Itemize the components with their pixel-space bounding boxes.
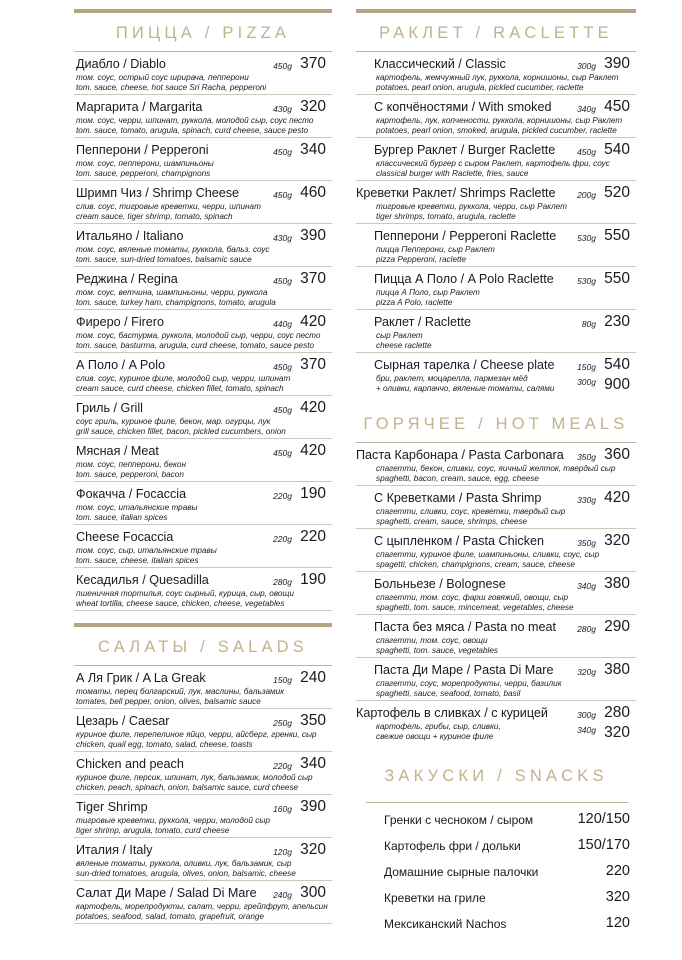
- item-description-ru: том. соус, пепперони, бекон: [76, 460, 186, 469]
- item-description-en: spagetti, chicken, champignons, cream, sauce, cheese: [376, 560, 575, 569]
- item-weight: 430g: [273, 104, 292, 114]
- item-name: Пепперони / Pepperoni: [76, 143, 209, 157]
- menu-item: [356, 224, 636, 267]
- item-description-ru: слив. соус, тигровые креветки, черри, шпинат: [76, 202, 261, 211]
- item-price: 320: [300, 98, 326, 115]
- item-price: 320: [300, 841, 326, 858]
- item-weight: 450g: [273, 147, 292, 157]
- item-price: 390: [604, 55, 630, 72]
- menu-item: [74, 52, 332, 95]
- item-name: Фиреро / Firero: [76, 315, 165, 329]
- item-weight: 280g: [577, 624, 596, 634]
- snack-item: [356, 911, 636, 937]
- item-name: Больньезе / Bolognese: [374, 577, 506, 591]
- menu-section-pizza: [74, 9, 332, 614]
- item-price: 280: [604, 704, 630, 721]
- item-description-ru: том. соус, черри, шпинат, руккола, молодой сыр, соус песто: [76, 116, 314, 125]
- item-description-ru: том. соус, ветчина, шампиньоны, черри, руккола: [76, 288, 268, 297]
- item-description-ru: классический бургер с сыром Раклет, картофель фри, соус: [376, 159, 610, 168]
- item-price: 550: [604, 227, 630, 244]
- menu-item: [356, 615, 636, 658]
- item-weight: 530g: [577, 233, 596, 243]
- snack-item: [356, 885, 636, 911]
- item-description-en: tiger shrimps, tomato, arugula, raclette: [376, 212, 516, 221]
- menu-item: [356, 701, 636, 744]
- snack-price: 320: [605, 889, 630, 905]
- item-name: Пицца А Поло / A Polo Raclette: [374, 272, 554, 286]
- item-name: С копчёностями / With smoked: [374, 100, 552, 114]
- snack-price: 120: [605, 915, 630, 931]
- item-description-ru: картофель, грибы, сыр, сливки,: [376, 722, 501, 731]
- item-weight: 220g: [273, 534, 292, 544]
- item-name: Кесадилья / Quesadilla: [76, 573, 209, 587]
- item-name: С Креветками / Pasta Shrimp: [374, 491, 542, 505]
- menu-item: [356, 658, 636, 701]
- section-title: РАКЛЕТ / RACLETTE: [379, 24, 613, 42]
- menu-item: [74, 838, 332, 881]
- item-price: 420: [300, 442, 326, 459]
- item-weight: 320g: [577, 667, 596, 677]
- item-description-en: cheese raclette: [376, 341, 432, 350]
- item-description-en: tom. sauce, cheese, hot sauce Sri Racha, pepperoni: [76, 83, 267, 92]
- snack-name: Креветки на гриле: [384, 891, 486, 905]
- item-description-ru: сыр Раклет: [376, 331, 423, 340]
- item-description-en: potatoes, pearl onion, smoked, arugula, pickled cucumber, raclette: [376, 126, 617, 135]
- menu-item: [356, 529, 636, 572]
- section-title: ГОРЯЧЕЕ / HOT MEALS: [363, 415, 629, 433]
- item-description-en: свежие овощи + куриное филе: [376, 732, 494, 741]
- item-description-en: chicken, quail egg, tomato, salad, cheese, toasts: [76, 740, 253, 749]
- item-name: Италия / Italy: [76, 843, 153, 857]
- item-name: Картофель в сливках / с курицей: [356, 706, 548, 720]
- item-description-en: cream sauce, curd cheese, chicken fillet, tomato, spinach: [76, 384, 284, 393]
- item-weight: 220g: [273, 761, 292, 771]
- item-price: 420: [300, 313, 326, 330]
- item-weight: 450g: [577, 147, 596, 157]
- item-name: Бургер Раклет / Burger Raclette: [374, 143, 556, 157]
- item-name: А Поло / A Polo: [76, 358, 166, 372]
- item-description-en: chicken, peach, spinach, onion, balsamic sauce, curd cheese: [76, 783, 299, 792]
- item-weight: 240g: [273, 890, 292, 900]
- snack-name: Гренки с чесноком / сыром: [384, 813, 534, 827]
- item-description-ru: куриное филе, персик, шпинат, лук, бальзамик, молодой сыр: [76, 773, 313, 782]
- item-description-en: tomates, bell pepper, onion, olives, balsamic sauce: [76, 697, 261, 706]
- item-name: Паста Ди Маре / Pasta Di Mare: [374, 663, 554, 677]
- item-price: 450: [604, 98, 630, 115]
- item-weight: 430g: [273, 233, 292, 243]
- item-name: Паста Карбонара / Pasta Carbonara: [356, 448, 564, 462]
- item-description-en: tom. sauce, pepperoni, champignons: [76, 169, 211, 178]
- item-name: Диабло / Diablo: [76, 57, 166, 71]
- item-description-en: tom. sauce, turkey ham, champignons, tomato, arugula: [76, 298, 276, 307]
- item-weight: 150g: [273, 675, 292, 685]
- item-description-ru: картофель, жемчужный лук, руккола, корнишоны, сыр Раклет: [376, 73, 619, 82]
- item-name: Мясная / Meat: [76, 444, 159, 458]
- item-weight: 150g: [577, 362, 596, 372]
- item-price: 460: [300, 184, 326, 201]
- item-name: Cheese Focaccia: [76, 530, 174, 544]
- item-price: 220: [300, 528, 326, 545]
- menu-item: [356, 52, 636, 95]
- menu-item: [74, 353, 332, 396]
- item-name: Цезарь / Caesar: [76, 714, 170, 728]
- item-name: С цыпленком / Pasta Chicken: [374, 534, 544, 548]
- item-description-ru: спагетти, том. соус, овощи: [376, 636, 488, 645]
- menu-item: [74, 881, 332, 924]
- menu-item: [74, 396, 332, 439]
- item-description-ru: спагетти, бекон, сливки, соус, яичный желток, твердый сыр: [376, 464, 616, 473]
- menu-list: [356, 443, 636, 744]
- item-weight: 450g: [273, 405, 292, 415]
- item-price: 420: [300, 399, 326, 416]
- menu-item: [74, 752, 332, 795]
- snack-name: Мексиканский Nachos: [384, 917, 507, 931]
- menu-item: [356, 95, 636, 138]
- item-description-en: tom. sauce, pepperoni, bacon: [76, 470, 184, 479]
- item-name: Tiger Shrimp: [76, 800, 148, 814]
- item-description-en: cream sauce, tiger shrimp, tomato, spinach: [76, 212, 233, 221]
- item-weight: 350g: [577, 452, 596, 462]
- item-description-ru: пицца Пепперони, сыр Раклет: [376, 245, 495, 254]
- item-description-en: sun-dried tomatoes, arugula, olives, onion, balsamic, cheese: [76, 869, 296, 878]
- left-column: [74, 0, 332, 924]
- menu-item: [74, 181, 332, 224]
- item-price: 380: [604, 575, 630, 592]
- item-description-ru: том. соус, сыр, итальянские травы: [76, 546, 217, 555]
- menu-item: [356, 572, 636, 615]
- item-weight: 160g: [273, 804, 292, 814]
- item-description-en: classical burger with Raclette, fries, sauce: [376, 169, 529, 178]
- item-name: Маргарита / Margarita: [76, 100, 203, 114]
- item-description-ru: том. соус, вяленые томаты, руккола, бальз. соус: [76, 245, 270, 254]
- item-price: 390: [300, 227, 326, 244]
- item-description-ru: спагетти, соус, морепродукты, черри, базилик: [376, 679, 562, 688]
- item-description-en: tom. sauce, sun-dried tomatoes, balsamic sauce: [76, 255, 252, 264]
- item-weight: 450g: [273, 362, 292, 372]
- section-rule: [366, 802, 628, 803]
- item-description-ru: том. соус, острый соус шрирача, пепперони: [76, 73, 249, 82]
- item-name: А Ля Грик / A La Greak: [76, 671, 206, 685]
- menu-item: [356, 353, 636, 396]
- menu-item: [74, 482, 332, 525]
- item-price: 540: [604, 356, 630, 373]
- item-weight: 530g: [577, 276, 596, 286]
- item-description-ru: вяленые томаты, руккола, оливки, лук, бальзамик, сыр: [76, 859, 292, 868]
- item-name: Креветки Раклет/ Shrimps Raclette: [356, 186, 556, 200]
- menu-item: [356, 486, 636, 529]
- item-price-alt: 900: [604, 376, 630, 393]
- item-name: Сырная тарелка / Cheese plate: [374, 358, 555, 372]
- item-description-en: + оливки, карпаччо, вяленые томаты, салями: [376, 384, 555, 393]
- menu-item: [356, 181, 636, 224]
- item-price: 300: [300, 884, 326, 901]
- item-price: 190: [300, 485, 326, 502]
- menu-item: [356, 310, 636, 353]
- item-price: 290: [604, 618, 630, 635]
- item-name: Гриль / Grill: [76, 401, 143, 415]
- item-description-en: tom. sauce, italian spices: [76, 513, 168, 522]
- item-price: 370: [300, 55, 326, 72]
- item-price: 190: [300, 571, 326, 588]
- item-price: 520: [604, 184, 630, 201]
- item-weight: 80g: [581, 319, 596, 329]
- item-price: 340: [300, 141, 326, 158]
- item-description-ru: спагетти, том. соус, фарш говяжий, овощи, сыр: [376, 593, 569, 602]
- item-description-en: tom. sauce, basturma, arugula, curd cheese, tomato, sauce pesto: [76, 341, 315, 350]
- snack-item: [356, 833, 636, 859]
- item-description-ru: куриное филе, перепелиное яйцо, черри, айсберг, гренки, сыр: [76, 730, 317, 739]
- item-price: 370: [300, 270, 326, 287]
- item-price: 350: [300, 712, 326, 729]
- item-description-ru: том. соус, пепперони, шампиньоны: [76, 159, 214, 168]
- menu-item: [74, 95, 332, 138]
- item-name: Шримп Чиз / Shrimp Cheese: [76, 186, 240, 200]
- menu-list: [356, 52, 636, 396]
- menu-item: [74, 666, 332, 709]
- item-weight: 340g: [577, 104, 596, 114]
- item-price: 550: [604, 270, 630, 287]
- item-weight: 300g: [577, 710, 596, 720]
- item-weight: 450g: [273, 448, 292, 458]
- item-price: 240: [300, 669, 326, 686]
- item-weight: 300g: [577, 61, 596, 71]
- snack-price: 220: [605, 863, 630, 879]
- section-title: ЗАКУСКИ / SNACKS: [384, 767, 608, 785]
- item-description-en: spaghetti, tom. sauce, mincemeat, vegetables, cheese: [376, 603, 574, 612]
- item-price: 380: [604, 661, 630, 678]
- item-description-ru: том. соус, бастурма, руккола, молодой сыр, черри, соус песто: [76, 331, 321, 340]
- item-description-en: tom. sauce, tomato, arugula, spinach, curd cheese, sauce pesto: [76, 126, 309, 135]
- item-weight: 450g: [273, 190, 292, 200]
- menu-item: [74, 310, 332, 353]
- item-name: Chicken and peach: [76, 757, 184, 771]
- menu-item: [74, 568, 332, 611]
- item-weight: 280g: [273, 577, 292, 587]
- item-price: 420: [604, 489, 630, 506]
- snack-item: [356, 859, 636, 885]
- item-description-ru: спагетти, сливки, соус, креветки, твердый сыр: [376, 507, 566, 516]
- item-price: 320: [604, 532, 630, 549]
- item-price: 230: [604, 313, 630, 330]
- item-weight: 350g: [577, 538, 596, 548]
- menu-section-raclette: [356, 9, 636, 396]
- item-description-en: pizza A Polo, raclette: [376, 298, 453, 307]
- item-weight: 340g: [577, 581, 596, 591]
- menu-section-salads: [74, 623, 332, 924]
- menu-item: [74, 138, 332, 181]
- item-description-en: tiger shrimp, arugula, tomato, curd cheese: [76, 826, 230, 835]
- menu-item: [356, 443, 636, 486]
- item-price: 360: [604, 446, 630, 463]
- item-description-ru: тигровые креветки, руккола, черри, сыр Раклет: [376, 202, 567, 211]
- item-weight-alt: 300g: [577, 377, 596, 387]
- item-weight: 120g: [273, 847, 292, 857]
- menu-item: [356, 138, 636, 181]
- item-description-en: pizza Pepperoni, raclette: [376, 255, 467, 264]
- item-weight: 250g: [273, 718, 292, 728]
- menu-item: [74, 267, 332, 310]
- item-weight: 450g: [273, 61, 292, 71]
- menu-item: [74, 224, 332, 267]
- item-description-ru: картофель, лук, копчености, руккола, корнишоны, сыр Раклет: [376, 116, 623, 125]
- snack-name: Домашние сырные палочки: [384, 865, 539, 879]
- item-description-en: tom. sauce, cheese, italian spices: [76, 556, 199, 565]
- section-title: ПИЦЦА / PIZZA: [115, 24, 291, 42]
- item-description-en: wheat tortilla, cheese sauce, chicken, cheese, vegetables: [76, 599, 285, 608]
- item-name: Классический / Classic: [374, 57, 506, 71]
- section-title: САЛАТЫ / SALADS: [97, 638, 309, 656]
- snack-price: 120/150: [577, 811, 630, 827]
- item-description-ru: пшеничная тортилья, соус сырный, курица, сыр, овощи: [76, 589, 294, 598]
- item-weight: 220g: [273, 491, 292, 501]
- item-price: 340: [300, 755, 326, 772]
- item-description-en: spaghetti, sauce, seafood, tomato, basil: [376, 689, 521, 698]
- item-name: Итальяно / Italiano: [76, 229, 184, 243]
- item-description-ru: соус гриль, куриное филе, бекон, мар. огурцы, лук: [76, 417, 271, 426]
- item-name: Раклет / Raclette: [374, 315, 472, 329]
- item-description-ru: бри, раклет, моцарелла, пармезан мёд: [376, 374, 528, 383]
- item-name: Паста без мяса / Pasta no meat: [374, 620, 557, 634]
- item-name: Салат Ди Маре / Salad Di Mare: [76, 886, 257, 900]
- right-column: [356, 0, 636, 937]
- item-description-ru: тигровые креветки, руккола, черри, молодой сыр: [76, 816, 270, 825]
- item-name: Реджина / Regina: [76, 272, 178, 286]
- item-weight-alt: 340g: [577, 725, 596, 735]
- item-description-en: potatoes, seafood, salad, tomato, grapefruit, orange: [76, 912, 264, 921]
- menu-item: [74, 439, 332, 482]
- item-description-ru: томаты, перец болгарский, лук, маслины, бальзамик: [76, 687, 285, 696]
- item-description-en: grill sauce, chicken fillet, bacon, pickled cucumbers, onion: [76, 427, 286, 436]
- menu-item: [74, 709, 332, 752]
- item-price: 370: [300, 356, 326, 373]
- item-name: Пепперони / Pepperoni Raclette: [374, 229, 557, 243]
- item-description-ru: пицца А Поло, сыр Раклет: [376, 288, 480, 297]
- snack-name: Картофель фри / дольки: [384, 839, 521, 853]
- item-description-en: spaghetti, cream, sauce, shrimps, cheese: [376, 517, 528, 526]
- item-weight: 450g: [273, 276, 292, 286]
- snack-item: [356, 807, 636, 833]
- item-description-ru: слив. соус, куриное филе, молодой сыр, черри, шпинат: [76, 374, 291, 383]
- item-weight: 200g: [577, 190, 596, 200]
- menu-list: [74, 666, 332, 924]
- snack-price: 150/170: [577, 837, 630, 853]
- item-description-en: spaghetti, tom. sauce, vegetables: [376, 646, 498, 655]
- item-description-ru: том. соус, итальянские травы: [76, 503, 198, 512]
- item-description-en: spaghetti, bacon, cream, sauce, egg, cheese: [376, 474, 539, 483]
- item-name: Фокачча / Focaccia: [76, 487, 187, 501]
- item-description-ru: картофель, морепродукты, салат, черри, грейпфрут, апельсин: [76, 902, 328, 911]
- item-price: 540: [604, 141, 630, 158]
- menu-section-hot-meals: [356, 396, 636, 744]
- item-description-ru: спагетти, куриное филе, шампиньоны, сливки, соус, сыр: [376, 550, 600, 559]
- menu-list: [74, 52, 332, 611]
- item-price-alt: 320: [604, 724, 630, 741]
- item-weight: 440g: [273, 319, 292, 329]
- item-weight: 330g: [577, 495, 596, 505]
- menu-item: [74, 795, 332, 838]
- item-price: 390: [300, 798, 326, 815]
- menu-section-snacks: [356, 744, 636, 937]
- menu-item: [74, 525, 332, 568]
- item-description-en: potatoes, pearl onion, arugula, pickled cucumber, raclette: [376, 83, 584, 92]
- menu-item: [356, 267, 636, 310]
